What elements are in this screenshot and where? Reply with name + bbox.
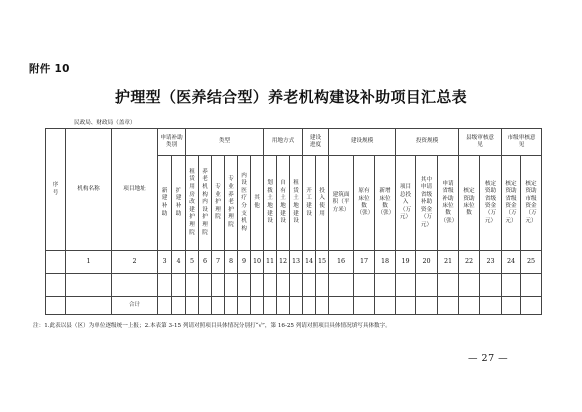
header-allocated: 划拨土地建设 (264, 156, 277, 251)
header-building-area: 建筑面积（平方米） (329, 156, 354, 251)
col-num: 6 (199, 251, 212, 274)
total-cell (396, 297, 416, 315)
total-cell (225, 297, 238, 315)
total-cell (316, 297, 329, 315)
col-num (46, 251, 66, 274)
table-cell (303, 274, 316, 297)
summary-table (45, 128, 542, 315)
total-cell (238, 297, 251, 315)
table-cell (66, 274, 112, 297)
col-num: 5 (186, 251, 199, 274)
table-cell (212, 274, 225, 297)
table-cell (329, 274, 354, 297)
table-cell (158, 274, 172, 297)
col-num: 7 (212, 251, 225, 274)
col-num: 2 (112, 251, 158, 274)
col-num: 9 (238, 251, 251, 274)
col-num: 23 (480, 251, 502, 274)
total-cell (521, 297, 542, 315)
header-org-name: 机构名称 (66, 129, 112, 251)
table-cell (502, 274, 521, 297)
table-cell (459, 274, 480, 297)
header-seq: 序号 (46, 129, 66, 251)
header-new-subsidy: 新建补助 (158, 156, 172, 251)
header-apply-province-beds: 申请省级补助床位数（张） (438, 156, 459, 251)
table-cell (354, 274, 375, 297)
total-cell (290, 297, 303, 315)
total-cell (277, 297, 290, 315)
header-approved-province-fund: 核定资助省级资金（万元） (480, 156, 502, 251)
total-cell (212, 297, 225, 315)
col-num: 8 (225, 251, 238, 274)
total-cell (66, 297, 112, 315)
column-number-row (46, 251, 542, 274)
document-title: 护理型（医养结合型）养老机构建设补助项目汇总表 (115, 88, 467, 106)
table-row (46, 274, 542, 297)
header-inner-nursing: 养老机构内设护理院 (199, 156, 212, 251)
table-cell (172, 274, 186, 297)
table-cell (396, 274, 416, 297)
col-num: 20 (416, 251, 438, 274)
header-approved-province-fund-2: 核定资助省级资金（万元） (502, 156, 521, 251)
col-num: 18 (375, 251, 396, 274)
page-number: — 27 — (468, 353, 509, 364)
col-num: 19 (396, 251, 416, 274)
header-existing-beds: 原有床位数（张） (354, 156, 375, 251)
footnote: 注：1.此表以县（区）为单位逐级统一上报；2.本表第 3-15 列请对照项目具体情况分别打“√”，第 16-25 列请对照项目具体情况填写具体数字。 (33, 323, 391, 329)
header-inner-medical: 内设医疗分支机构 (238, 156, 251, 251)
header-specialized-elderly: 专业养老护理院 (225, 156, 238, 251)
total-row (46, 297, 542, 315)
col-num: 17 (354, 251, 375, 274)
total-cell (46, 297, 66, 315)
table-cell (375, 274, 396, 297)
total-cell (459, 297, 480, 315)
total-cell (416, 297, 438, 315)
header-other: 其他 (251, 156, 264, 251)
header-address: 项目地址 (112, 129, 158, 251)
table-cell (521, 274, 542, 297)
col-num: 14 (303, 251, 316, 274)
header-rent-convert: 租赁用房改建护理院 (186, 156, 199, 251)
total-cell (480, 297, 502, 315)
header-approved-beds: 核定资助床位数 (459, 156, 480, 251)
organization-stamp-line: 民政局、财政局（盖章） (48, 118, 138, 129)
col-num: 11 (264, 251, 277, 274)
table-cell (112, 274, 158, 297)
table-cell (438, 274, 459, 297)
total-cell (502, 297, 521, 315)
header-own-land: 自有土地建设 (277, 156, 290, 251)
header-total-investment: 项目总投入（万元） (396, 156, 416, 251)
total-cell (264, 297, 277, 315)
total-cell (354, 297, 375, 315)
col-num: 25 (521, 251, 542, 274)
table-cell (186, 274, 199, 297)
col-num: 21 (438, 251, 459, 274)
header-approved-city-fund: 核定资助市级资金（万元） (521, 156, 542, 251)
total-cell (303, 297, 316, 315)
header-new-beds: 新增床位数（张） (375, 156, 396, 251)
table-cell (316, 274, 329, 297)
header-land-use: 用地方式 (264, 129, 303, 156)
table-cell (480, 274, 502, 297)
col-num: 3 (158, 251, 172, 274)
header-apply-province-subsidy: 其中申请省级补助资金（万元） (416, 156, 438, 251)
total-cell (199, 297, 212, 315)
header-construction-progress: 建设进度 (303, 129, 329, 156)
header-city-review: 市级审核意见 (502, 129, 542, 156)
header-apply-category: 申请补助类别 (158, 129, 186, 156)
header-leased-land: 租赁土地建设 (290, 156, 303, 251)
col-num: 10 (251, 251, 264, 274)
total-cell (251, 297, 264, 315)
header-start-building: 开工建设 (303, 156, 316, 251)
table-cell (264, 274, 277, 297)
col-num: 12 (277, 251, 290, 274)
table-cell (46, 274, 66, 297)
col-num: 24 (502, 251, 521, 274)
col-num: 22 (459, 251, 480, 274)
table-cell (277, 274, 290, 297)
header-investment-scale: 投资规模 (396, 129, 459, 156)
col-num: 1 (66, 251, 112, 274)
total-cell (375, 297, 396, 315)
attachment-label: 附件 10 (29, 63, 70, 75)
total-cell (158, 297, 172, 315)
total-cell (186, 297, 199, 315)
table-cell (199, 274, 212, 297)
total-cell (438, 297, 459, 315)
table-cell (238, 274, 251, 297)
table-cell (225, 274, 238, 297)
table-cell (416, 274, 438, 297)
total-cell (329, 297, 354, 315)
header-specialized-nursing: 专业护理院 (212, 156, 225, 251)
col-num: 15 (316, 251, 329, 274)
header-county-review: 县级审核意见 (459, 129, 502, 156)
header-expand-subsidy: 扩建补助 (172, 156, 186, 251)
col-num: 16 (329, 251, 354, 274)
col-num: 13 (290, 251, 303, 274)
header-construction-scale: 建设规模 (329, 129, 396, 156)
total-cell (172, 297, 186, 315)
table-cell (290, 274, 303, 297)
header-type: 类型 (186, 129, 264, 156)
table-cell (251, 274, 264, 297)
header-in-use: 投入使用 (316, 156, 329, 251)
col-num: 4 (172, 251, 186, 274)
total-label: 合计 (112, 297, 158, 315)
